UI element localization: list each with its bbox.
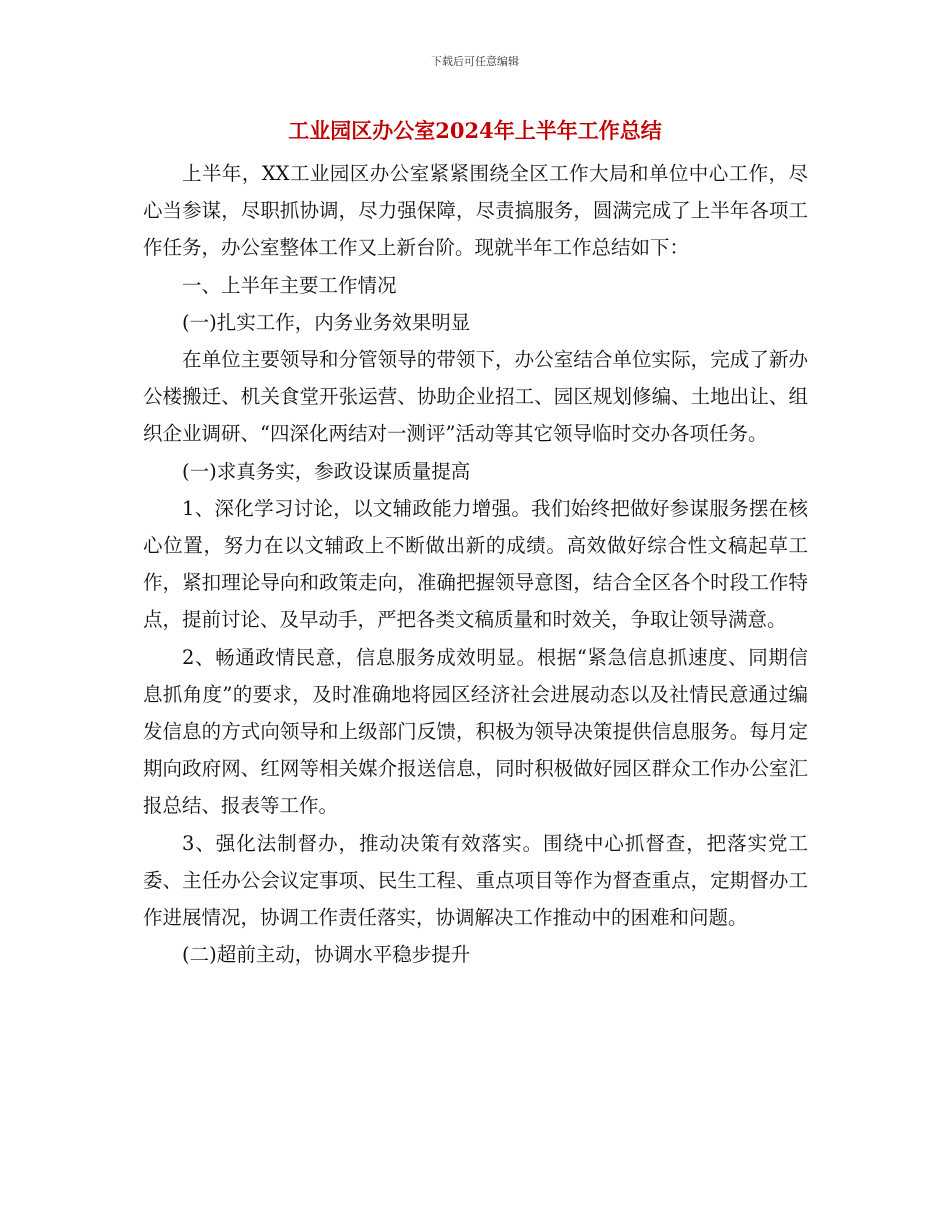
paragraph-intro: 上半年，XX工业园区办公室紧紧围绕全区工作大局和单位中心工作，尽心当参谋，尽职抓协调，尽力强保障，尽责搞服务，圆满完成了上半年各项工作任务，办公室整体工作又上新台阶。现就半年工作总结如下： bbox=[143, 162, 808, 260]
paragraph-item-2: 2、畅通政情民意，信息服务成效明显。根据“紧急信息抓速度、同期信息抓角度”的要求，及时准确地将园区经济社会进展动态以及社情民意通过编发信息的方式向领导和上级部门反馈，积极为领导决策提供信息服务。每月定期向政府网、红网等相关媒介报送信息，同时积极做好园区群众工作办公室汇报总结、报表等工作。 bbox=[143, 645, 808, 818]
paragraph-internal-affairs: 在单位主要领导和分管领导的带领下，办公室结合单位实际，完成了新办公楼搬迁、机关食堂开张运营、协助企业招工、园区规划修编、土地出让、组织企业调研、“四深化两结对一测评”活动等其它领导临时交办各项任务。 bbox=[143, 348, 808, 446]
subsection-heading-3: (二)超前主动，协调水平稳步提升 bbox=[182, 943, 471, 967]
subsection-heading-2: (一)求真务实，参政设谋质量提高 bbox=[182, 459, 471, 483]
document-title: 工业园区办公室2024年上半年工作总结 bbox=[288, 118, 662, 143]
paragraph-item-3: 3、强化法制督办，推动决策有效落实。围绕中心抓督查，把落实党工委、主任办公会议定事项、民生工程、重点项目等作为督查重点，定期督办工作进展情况，协调工作责任落实，协调解决工作推动中的困难和问题。 bbox=[143, 831, 808, 930]
subsection-heading-1: (一)扎实工作，内务业务效果明显 bbox=[182, 310, 471, 334]
document-body bbox=[143, 155, 808, 973]
header-note: 下载后可任意编辑 bbox=[431, 55, 519, 68]
paragraph-item-1: 1、深化学习讨论，以文辅政能力增强。我们始终把做好参谋服务摆在核心位置，努力在以文辅政上不断做出新的成绩。高效做好综合性文稿起草工作，紧扣理论导向和政策走向，准确把握领导意图，结合全区各个时段工作特点，提前讨论、及早动手，严把各类文稿质量和时效关，争取让领导满意。 bbox=[143, 496, 808, 632]
section-heading-main-work: 一、上半年主要工作情况 bbox=[182, 273, 397, 297]
